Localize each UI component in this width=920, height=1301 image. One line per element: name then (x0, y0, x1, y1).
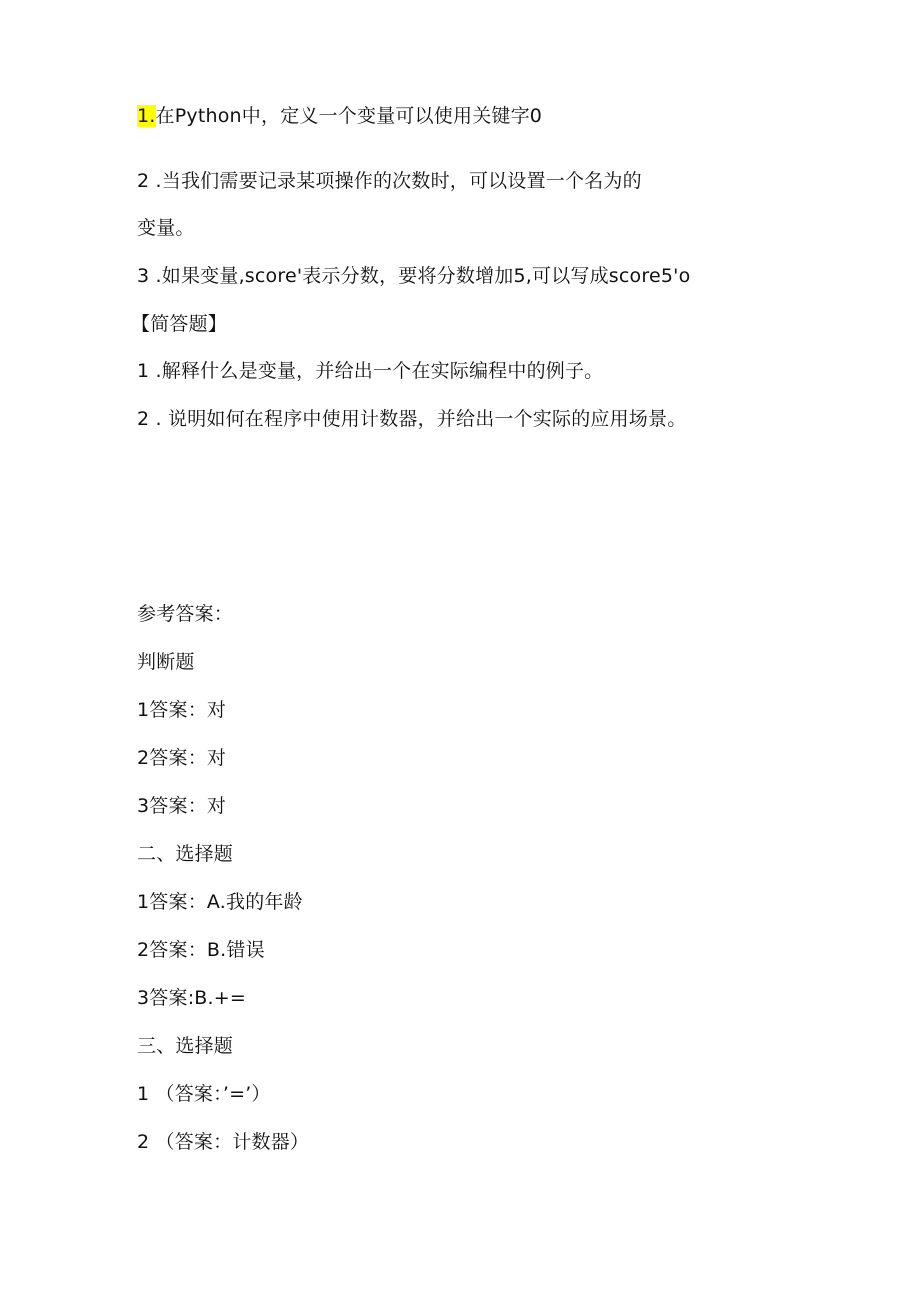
fill-question-1 (137, 103, 542, 129)
answers-title: 参考答案： (137, 603, 234, 625)
true-false-answer-1: 1答案：对 (137, 699, 227, 721)
true-false-answer-3: 3答案：对 (137, 795, 227, 817)
fill-answers-heading: 三、选择题 (137, 1035, 234, 1057)
true-false-answer-2: 2答案：对 (137, 747, 227, 769)
highlighted-number: 1. (137, 105, 156, 127)
fill-question-2-continuation: 变量。 (137, 217, 195, 239)
fill-question-1-text: 在Python中，定义一个变量可以使用关键字0 (155, 105, 543, 127)
fill-question-2: 2 .当我们需要记录某项操作的次数时，可以设置一个名为的 (137, 170, 642, 192)
choice-heading: 二、选择题 (137, 843, 234, 865)
short-answer-question-1: 1 .解释什么是变量，并给出一个在实际编程中的例子。 (137, 360, 604, 382)
true-false-heading: 判断题 (137, 651, 195, 673)
short-answer-question-2: 2 . 说明如何在程序中使用计数器，并给出一个实际的应用场景。 (137, 408, 687, 430)
choice-answer-3: 3答案:B.+= (137, 987, 247, 1009)
short-answer-heading: 【简答题】 (131, 313, 228, 335)
choice-answer-1: 1答案：A.我的年龄 (137, 891, 303, 913)
fill-answer-2: 2 （答案：计数器） (137, 1131, 310, 1153)
fill-question-3: 3 .如果变量,score'表示分数，要将分数增加5,可以写成score5'o (137, 265, 691, 287)
choice-answer-2: 2答案：B.错误 (137, 939, 265, 961)
fill-answer-1: 1 （答案：’=’） (137, 1083, 271, 1105)
